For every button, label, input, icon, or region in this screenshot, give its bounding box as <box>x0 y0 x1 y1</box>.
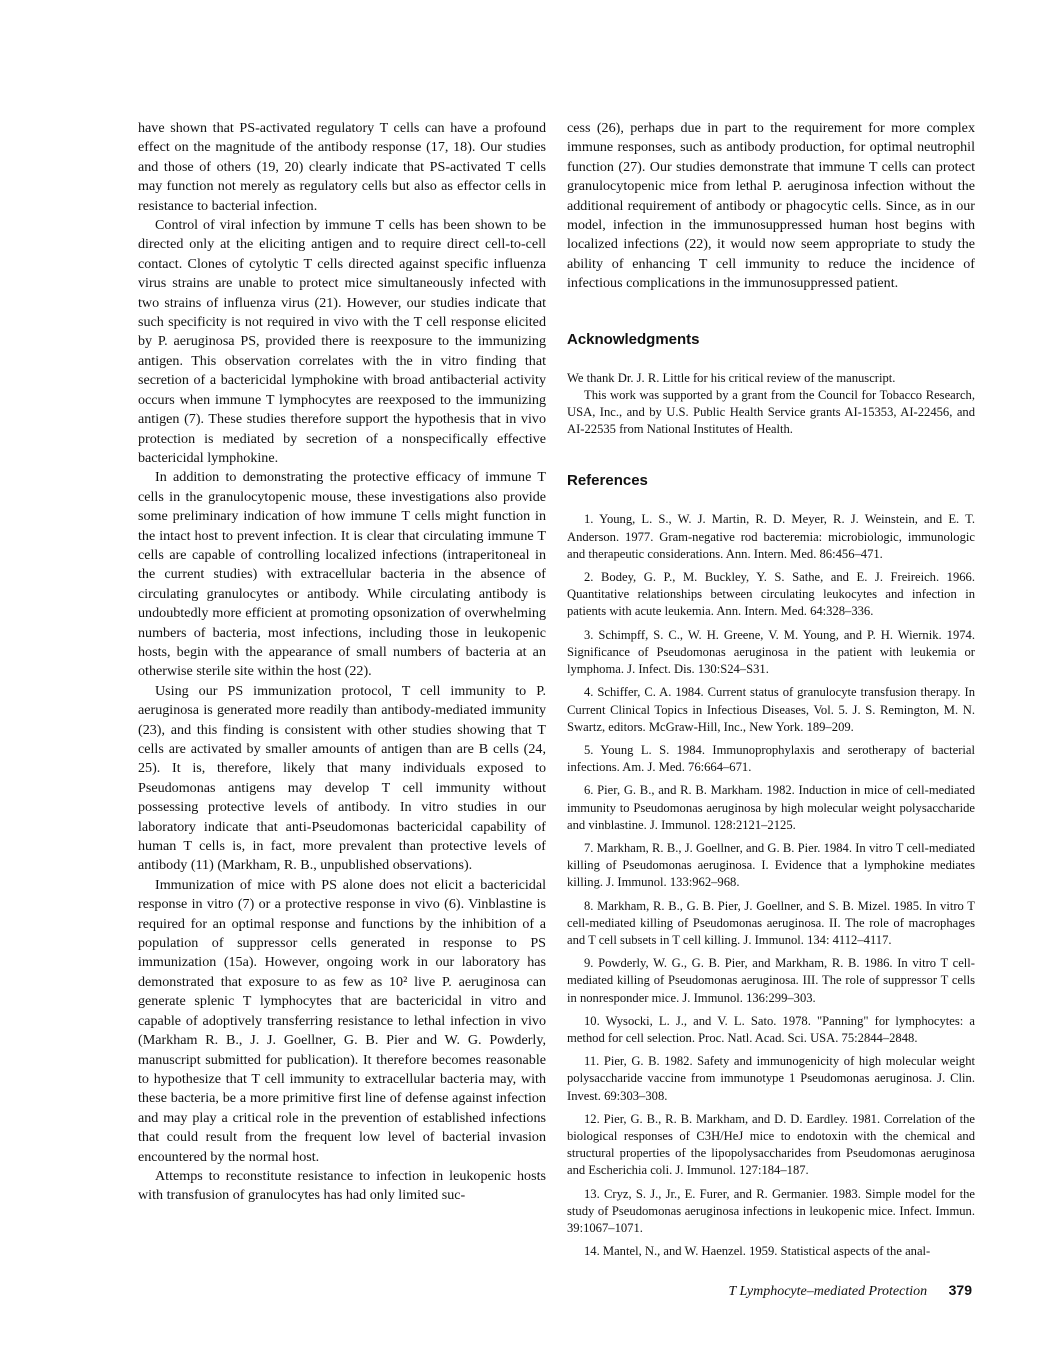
reference-item: 1. Young, L. S., W. J. Martin, R. D. Meyer, R. J. Weinstein, and E. T. Anderson. 1977. Gram-negative rod bacteremia: microbiologic, immunologic and therapeutic considerations. Ann. Intern. Med. 86:456–471. <box>567 512 975 561</box>
page-footer <box>728 1282 972 1300</box>
acknowledgments-heading: Acknowledgments <box>567 330 700 348</box>
body-paragraph: Control of viral infection by immune T cells has been shown to be directed only at the eliciting antigen and to require direct cell-to-cell contact. Clones of cytolytic T cells directed against specific influenza virus strains are unable to protect mice simultaneously infected with two strains of influenza virus (21). However, our studies indicate that such specificity is not required in vivo with the T cell response elicited by P. aeruginosa PS, provided there is reexposure to the immunizing antigen. This observation correlates with the in vitro finding that secretion of a bactericidal lymphokine with broad antibacterial activity occurs when immune T lymphocytes are reexposed to the immunizing antigen (7). These studies therefore support the hypothesis that in vivo protection is mediated by secretion of a nonspecifically effective bactericidal lymphokine. <box>138 217 546 466</box>
body-paragraph: Using our PS immunization protocol, T cell immunity to P. aeruginosa is generated more readily than antibody-mediated immunity (23), and this finding is consistent with other studies showing that T cells are activated by smaller amounts of antigen than are B cells (24, 25). It is, therefore, likely that many individuals exposed to Pseudomonas antigens may develop T cell immunity without possessing protective levels of antibody. In vitro studies in our laboratory indicate that anti-Pseudomonas bactericidal capability of human T cells is, in fact, more prevalent than protective levels of antibody (11) (Markham, R. B., unpublished observations). <box>138 682 546 874</box>
acknowledgment-paragraph: We thank Dr. J. R. Little for his critical review of the manuscript. <box>567 370 896 385</box>
reference-item: 13. Cryz, S. J., Jr., E. Furer, and R. Germanier. 1983. Simple model for the study of Pseudomonas aeruginosa infections in leukopenic mice. Infect. Immun. 39:1067–1071. <box>567 1186 975 1235</box>
acknowledgments-section <box>567 370 975 439</box>
running-title: T Lymphocyte–mediated Protection <box>728 1284 928 1299</box>
reference-item: 4. Schiffer, C. A. 1984. Current status of granulocyte transfusion therapy. In Current Clinical Topics in Infectious Diseases, Vol. 5. J. S. Remington, M. N. Swartz, editors. McGraw-Hill, Inc., New York. 189–209. <box>567 685 975 734</box>
body-paragraph: In addition to demonstrating the protective efficacy of immune T cells in the granulocytopenic mouse, these investigations also provide some preliminary indication of how immune T cells might function in the intact host to prevent infection. It is clear that circulating immune T cells are capable of controlling localized infections (intraperitoneal in the current studies) with extracellular bacteria in the absence of circulating granulocytes or antibody. While circulating antibody is undoubtedly more efficient at promoting opsonization of overwhelming numbers of bacteria, most infections, including those in leukopenic hosts, begin with the appearance of small numbers of bacteria at an otherwise sterile site within the host (22). <box>138 469 546 680</box>
page-number: 379 <box>948 1282 972 1298</box>
body-paragraph: have shown that PS-activated regulatory T cells can have a profound effect on the magnitude of the antibody response (17, 18). Our studies and those of others (19, 20) clearly indicate that PS-activated T cells may function not merely as regulatory cells but also as effector cells in resistance to bacterial infection. <box>138 120 546 214</box>
body-paragraph: Attemps to reconstitute resistance to infection in leukopenic hosts with transfusion of granulocytes has had only limited suc- <box>138 1167 546 1204</box>
reference-item: 7. Markham, R. B., J. Goellner, and G. B. Pier. 1984. In vitro T cell-mediated killing of Pseudomonas aeruginosa. I. Evidence that a lymphokine mediates killing. J. Immunol. 133:962–968. <box>567 840 975 890</box>
reference-item: 10. Wysocki, L. J., and V. L. Sato. 1978. "Panning" for lymphocytes: a method for cell selection. Proc. Natl. Acad. Sci. USA. 75:2844–2848. <box>567 1013 975 1045</box>
acknowledgment-paragraph: This work was supported by a grant from the Council for Tobacco Research, USA, Inc., and by U.S. Public Health Service grants AI-15353, AI-22456, and AI-22535 from National Institutes of Health. <box>567 387 975 437</box>
reference-item: 2. Bodey, G. P., M. Buckley, Y. S. Sathe, and E. J. Freireich. 1966. Quantitative relationships between circulating leukocytes and infection in patients with acute leukemia. Ann. Intern. Med. 64:328–336. <box>567 570 975 619</box>
right-column <box>567 119 975 1266</box>
reference-item: 11. Pier, G. B. 1982. Safety and immunogenicity of high molecular weight polysaccharide vaccine from immunotype 1 Pseudomonas aeruginosa. J. Clin. Invest. 69:303–308. <box>567 1054 975 1103</box>
references-heading: References <box>567 472 648 490</box>
reference-item: 8. Markham, R. B., G. B. Pier, J. Goellner, and S. B. Mizel. 1985. In vitro T cell-mediated killing of Pseudomonas aeruginosa. II. The role of macrophages and T cell subsets in T cell killing. J. Immunol. 134: 4112–4117. <box>567 898 975 947</box>
reference-list <box>567 511 975 1260</box>
left-column <box>138 119 546 1206</box>
reference-item: 9. Powderly, W. G., G. B. Pier, and Markham, R. B. 1986. In vitro T cell-mediated killing of Pseudomonas aeruginosa. III. The role of suppressor T cells in nonresponder mice. J. Immunol. 136:299–303. <box>567 956 975 1005</box>
reference-item: 12. Pier, G. B., R. B. Markham, and D. D. Eardley. 1981. Correlation of the biological responses of C3H/HeJ mice to endotoxin with the chemical and structural properties of the lipopolysaccharides from Pseudomonas aeruginosa and Escherichia coli. J. Immunol. 127:184–187. <box>567 1111 975 1178</box>
reference-item: 3. Schimpff, S. C., W. H. Greene, V. M. Young, and P. H. Wiernik. 1974. Significance of Pseudomonas aeruginosa in the patient with leukemia or lymphoma. J. Infect. Dis. 130:S24–S31. <box>567 627 975 677</box>
reference-item: 6. Pier, G. B., and R. B. Markham. 1982. Induction in mice of cell-mediated immunity to Pseudomonas aeruginosa by high molecular weight polysaccharide and vinblastine. J. Immunol. 128:2121–2125. <box>567 783 975 832</box>
body-paragraph-continuation: cess (26), perhaps due in part to the requirement for more complex immune responses, such as antibody production, for optimal neutrophil function (27). Our studies demonstrate that immune T cells can protect granulocytopenic mice from lethal P. aeruginosa infection without the additional requirement of antibody or phagocytic cells. Since, as in our model, infection in the immunosuppressed human host begins with localized infections (22), it would now seem appropriate to study the ability of enhancing T cell immunity to reduce the incidence of infectious complications in the immunosuppressed patient. <box>567 120 975 292</box>
body-paragraph: Immunization of mice with PS alone does not elicit a bactericidal response in vitro (7) or a protective response in vivo (6). Vinblastine is required for an optimal response and functions by the inhibition of a population of suppressor cells generated in response to PS immunization (15a). However, ongoing work in our laboratory has demonstrated that exposure to as few as 10² live P. aeruginosa can generate splenic T lymphocytes that are bactericidal in vitro and capable of adoptively transferring resistance to lethal infection in vivo (Markham R. B., J. J. Goellner, G. B. Pier and W. G. Powderly, manuscript submitted for publication). It therefore becomes reasonable to hypothesize that T cell immunity to extracellular bacteria may, with these bacteria, be a more primitive first line of defense against infection and may play a critical role in the prevention of established infections that could result from the frequent low level of bacterial invasion encountered by the normal host. <box>138 876 546 1165</box>
reference-item: 5. Young L. S. 1984. Immunoprophylaxis and serotherapy of bacterial infections. Am. J. Med. 76:664–671. <box>567 742 975 775</box>
reference-item: 14. Mantel, N., and W. Haenzel. 1959. Statistical aspects of the anal- <box>584 1244 931 1259</box>
